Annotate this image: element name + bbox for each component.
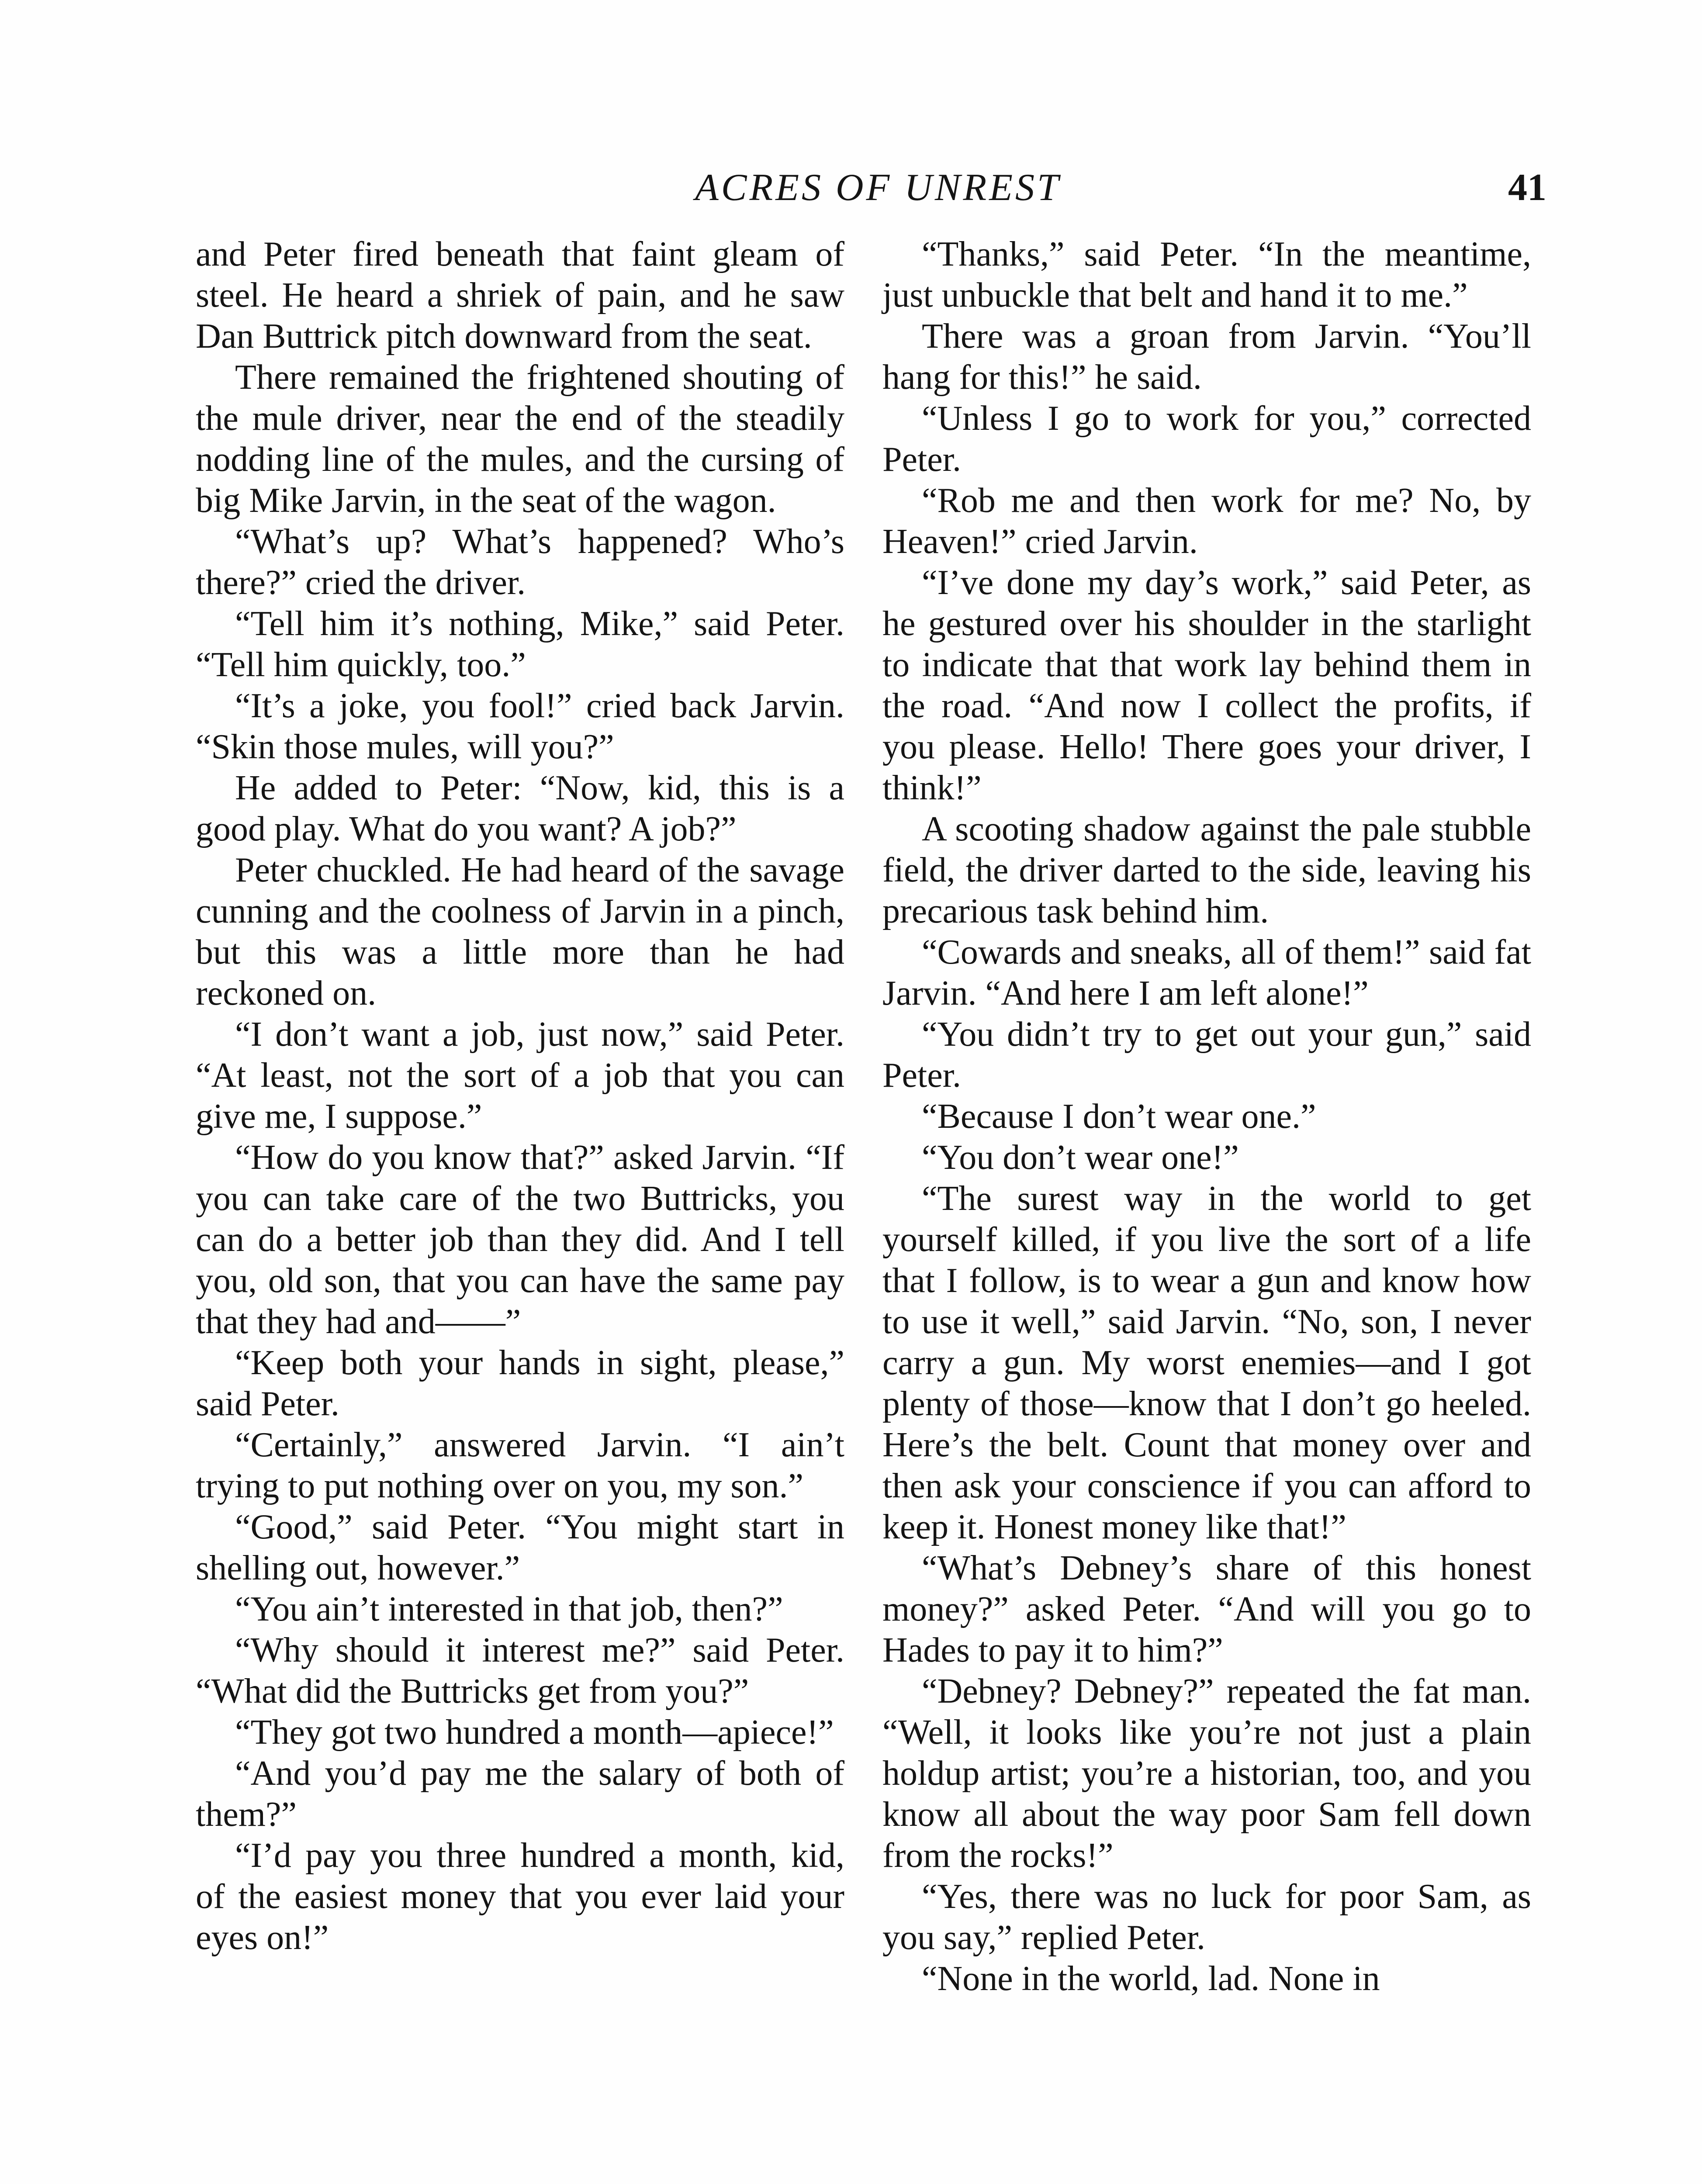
paragraph: There was a groan from Jarvin. “You’ll hang for this!” he said. xyxy=(882,317,1531,397)
paragraph: “I’ve done my day’s work,” said Peter, as he gestured over his shoulder in the starlight to indicate that that work lay behind them in the road. “And now I collect the profits, if you please. Hello! There goes your driver, I think!” xyxy=(882,563,1531,807)
paragraph: “What’s Debney’s share of this honest money?” asked Peter. “And will you go to Hades to pay it to him?” xyxy=(882,1549,1531,1669)
paragraph: There remained the frightened shouting of the mule driver, near the end of the steadily nodding line of the mules, and the cursing of big Mike Jarvin, in the seat of the wagon. xyxy=(196,358,844,520)
paragraph: “Thanks,” said Peter. “In the meantime, just unbuckle that belt and hand it to me.” xyxy=(882,235,1531,314)
paragraph: “You ain’t interested in that job, then?” xyxy=(235,1590,783,1628)
paragraph: “I’d pay you three hundred a month, kid, of the easiest money that you ever laid your eyes on!” xyxy=(196,1836,844,1957)
paragraph: “Tell him it’s nothing, Mike,” said Peter. “Tell him quickly, too.” xyxy=(196,605,844,684)
running-title: ACRES OF UNREST xyxy=(695,166,1061,209)
paragraph: He added to Peter: “Now, kid, this is a good play. What do you want? A job?” xyxy=(196,769,844,848)
paragraph: “Why should it interest me?” said Peter. “What did the Buttricks get from you?” xyxy=(196,1631,844,1711)
paragraph: A scooting shadow against the pale stubble field, the driver darted to the side, leaving his precarious task behind him. xyxy=(882,810,1531,930)
paragraph: “And you’d pay me the salary of both of them?” xyxy=(196,1754,844,1834)
paragraph: “None in the world, lad. None in xyxy=(922,1959,1380,1998)
paragraph: “They got two hundred a month—apiece!” xyxy=(235,1713,834,1752)
paragraph: Peter chuckled. He had heard of the savage cunning and the coolness of Jarvin in a pinch, but this was a little more than he had reckoned on. xyxy=(196,851,844,1013)
paragraph: “Certainly,” answered Jarvin. “I ain’t trying to put nothing over on you, my son.” xyxy=(196,1426,844,1505)
paragraph: “The surest way in the world to get yourself killed, if you live the sort of a life that I follow, is to wear a gun and know how to use it well,” said Jarvin. “No, son, I never carry a gun. My worst enemies—and I got plenty of those—know that I don’t go heeled. Here’s the belt. Count that money over and then ask your conscience if you can afford to keep it. Honest money like that!” xyxy=(882,1179,1531,1546)
left-text-column xyxy=(196,234,844,1958)
right-text-column xyxy=(882,234,1531,1999)
paragraph: “Cowards and sneaks, all of them!” said fat Jarvin. “And here I am left alone!” xyxy=(882,933,1531,1013)
paragraph: “You didn’t try to get out your gun,” said Peter. xyxy=(882,1015,1531,1095)
paragraph: “Unless I go to work for you,” corrected Peter. xyxy=(882,399,1531,479)
paragraph: “Rob me and then work for me? No, by Heaven!” cried Jarvin. xyxy=(882,481,1531,561)
paragraph: and Peter fired beneath that faint gleam of steel. He heard a shriek of pain, and he saw Dan Buttrick pitch downward from the seat. xyxy=(196,235,844,356)
paragraph: “What’s up? What’s happened? Who’s there?” cried the driver. xyxy=(196,522,844,602)
paragraph: “Because I don’t wear one.” xyxy=(922,1097,1316,1136)
paragraph: “You don’t wear one!” xyxy=(922,1138,1239,1177)
paragraph: “Yes, there was no luck for poor Sam, as you say,” replied Peter. xyxy=(882,1877,1531,1957)
paragraph: “Good,” said Peter. “You might start in shelling out, however.” xyxy=(196,1508,844,1587)
paragraph: “I don’t want a job, just now,” said Peter. “At least, not the sort of a job that you can give me, I suppose.” xyxy=(196,1015,844,1136)
paragraph: “How do you know that?” asked Jarvin. “If you can take care of the two Buttricks, you can do a better job than they did. And I tell you, old son, that you can have the same pay that they had and——” xyxy=(196,1138,844,1341)
paragraph: “It’s a joke, you fool!” cried back Jarvin. “Skin those mules, will you?” xyxy=(196,687,844,766)
paragraph: “Keep both your hands in sight, please,” said Peter. xyxy=(196,1344,844,1423)
paragraph: “Debney? Debney?” repeated the fat man. “Well, it looks like you’re not just a plain holdup artist; you’re a historian, too, and you know all about the way poor Sam fell down from the rocks!” xyxy=(882,1672,1531,1875)
page-number: 41 xyxy=(1508,166,1546,209)
